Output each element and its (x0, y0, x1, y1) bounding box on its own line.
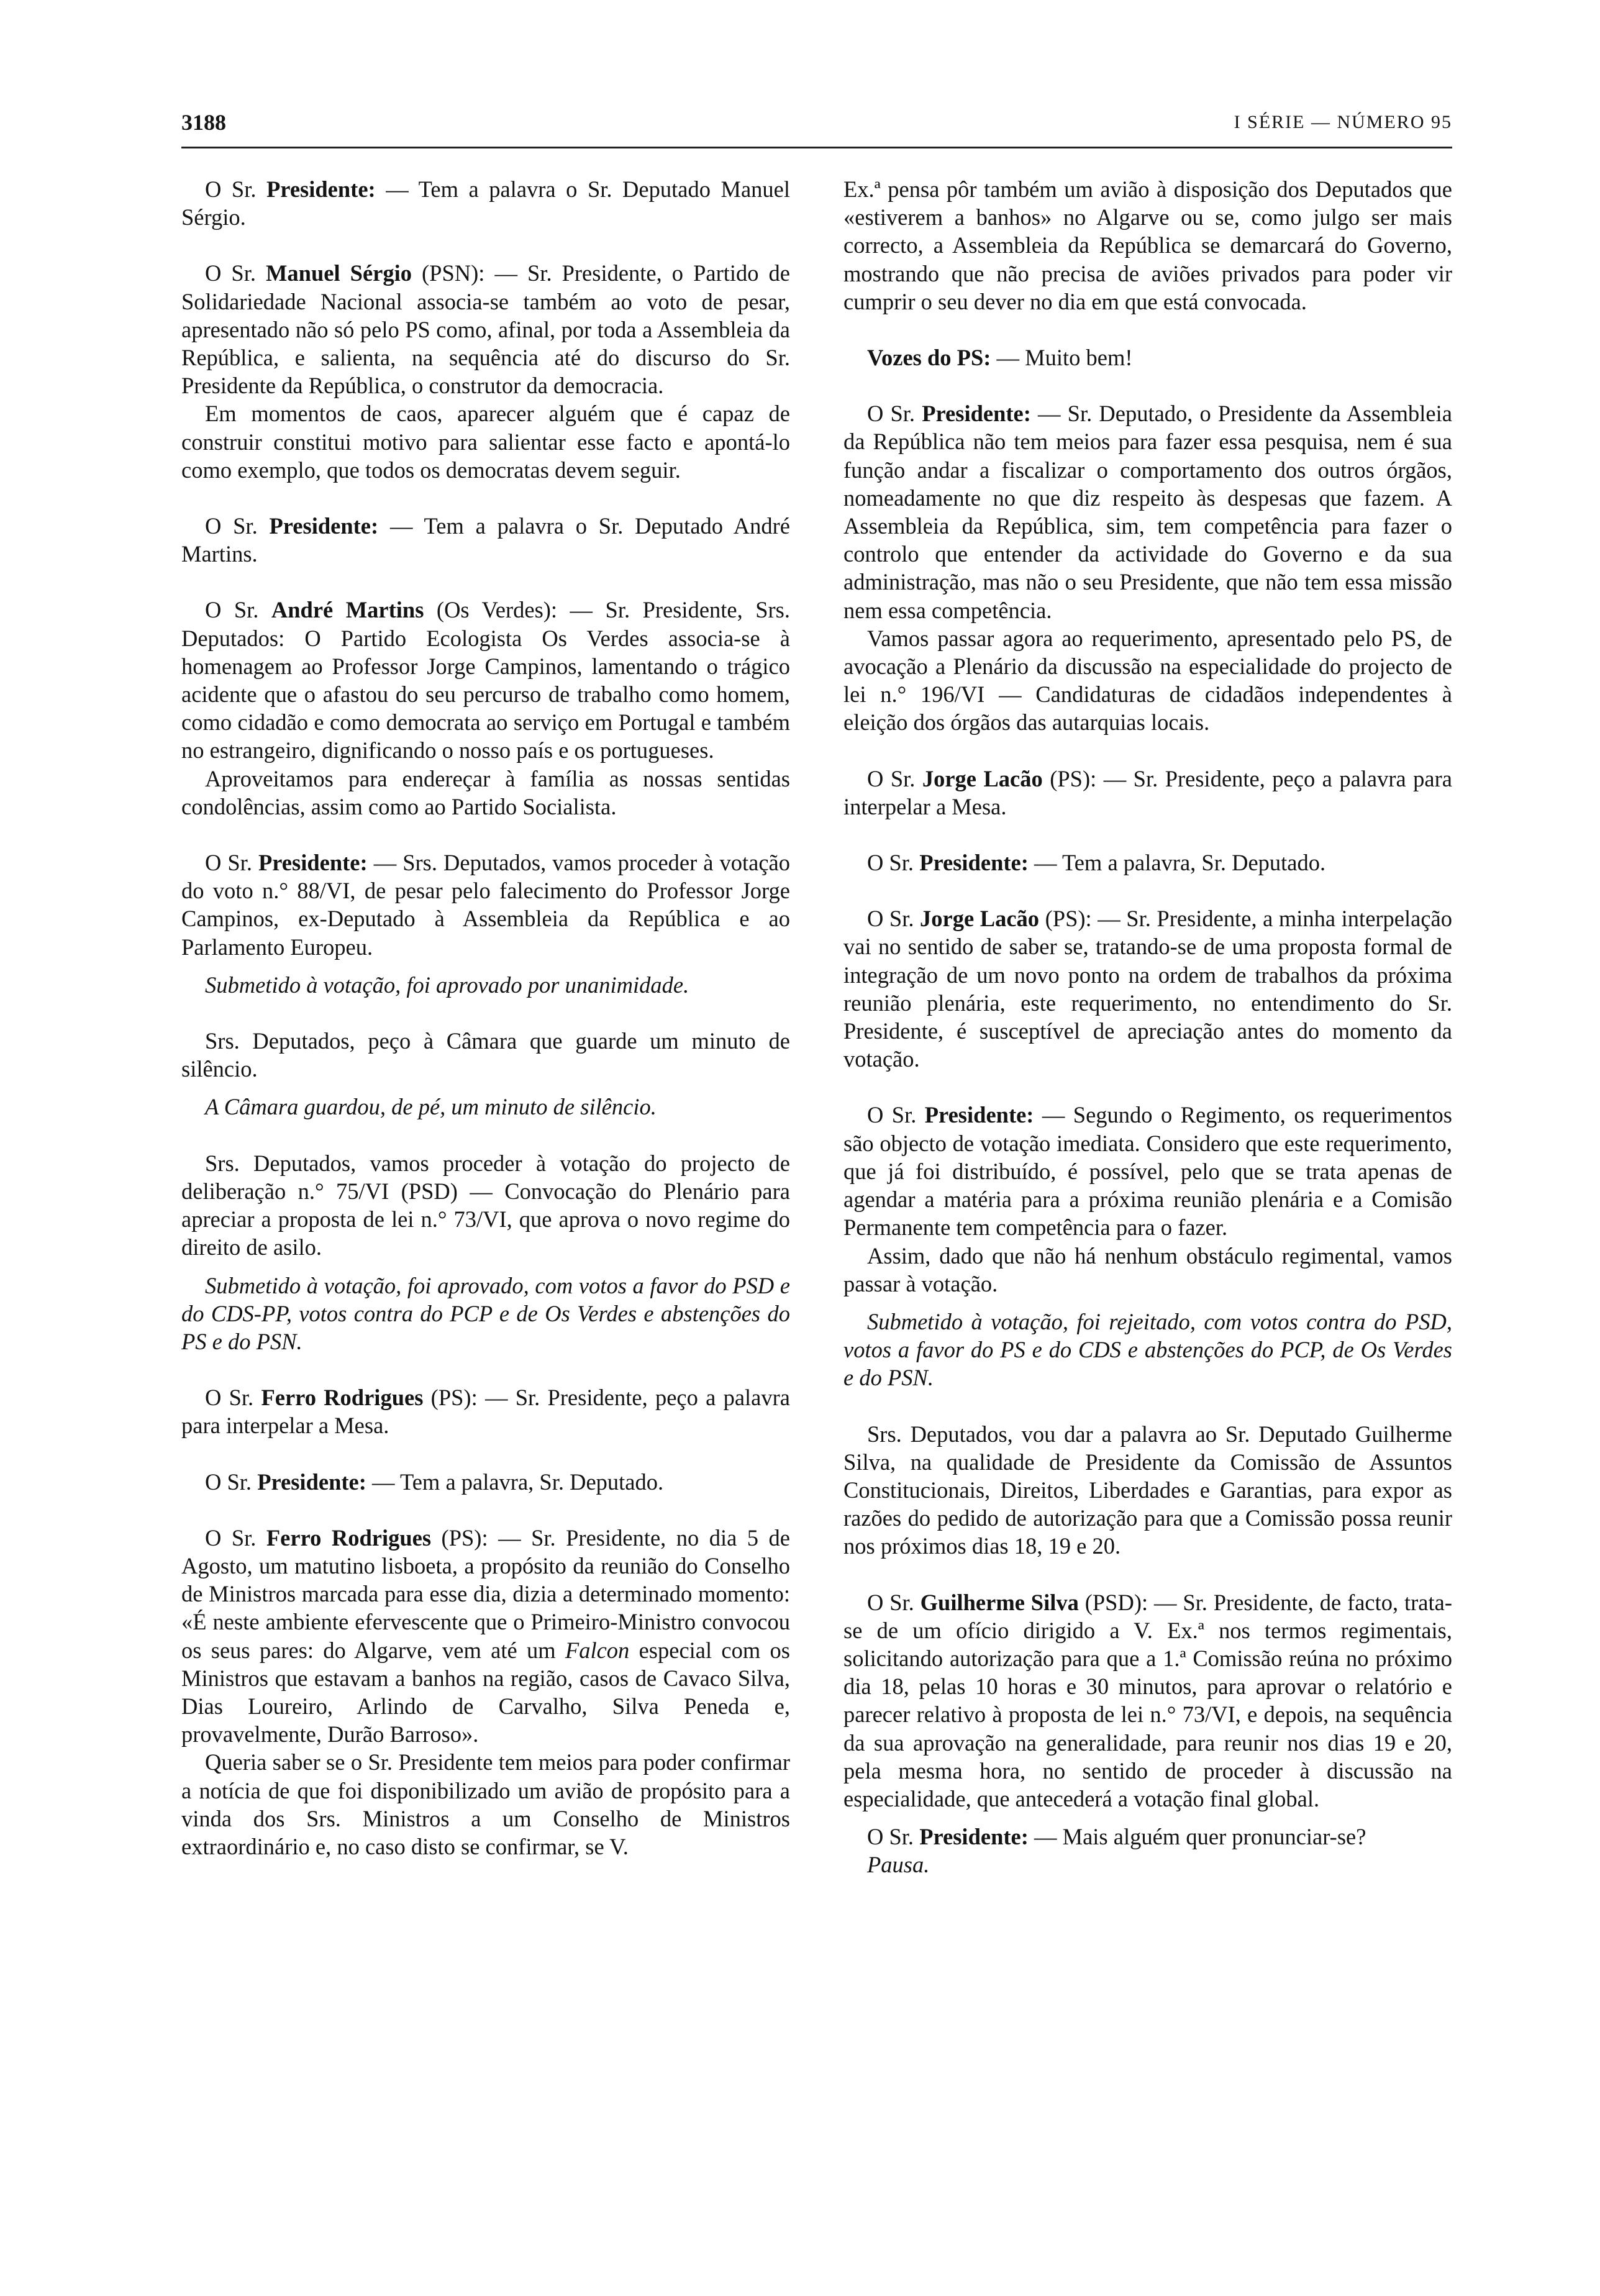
paragraph: O Sr. Presidente: — Tem a palavra o Sr. Deputado Manuel Sérgio. (181, 176, 790, 230)
speaker-name: Vozes do PS: (867, 345, 991, 371)
vote-result: Submetido à votação, foi aprovado por unanimidade. (205, 972, 689, 998)
speaker-name: Presidente: (266, 176, 376, 202)
paragraph: Srs. Deputados, peço à Câmara que guarde um minuto de silêncio. (181, 1028, 790, 1082)
paragraph: O Sr. Presidente: — Segundo o Regimento, os requerimentos são objecto de votação imediata. Considero que este requerimento, que já foi distribuído, é possível, pelo que se trata apenas de agendar a matéria para a próxima reunião plenária e a Comisão Permanente tem competência para o fazer. (843, 1102, 1452, 1241)
page-header (181, 109, 1452, 148)
page-number: 3188 (181, 110, 226, 135)
speaker-name: Jorge Lacão (922, 765, 1043, 791)
paragraph: O Sr. Presidente: — Tem a palavra o Sr. Deputado André Martins. (181, 513, 790, 567)
paragraph: Aproveitamos para endereçar à família as nossas sentidas condolências, assim como ao Partido Socialista. (181, 765, 790, 819)
speaker-name: Ferro Rodrigues (261, 1385, 424, 1411)
vote-result: Submetido à votação, foi rejeitado, com votos contra do PSD, votos a favor do PS e do CDS e abstenções do PCP, de Os Verdes e do PSN. (843, 1308, 1452, 1391)
stage-note: A Câmara guardou, de pé, um minuto de silêncio. (205, 1094, 657, 1120)
paragraph: Srs. Deputados, vou dar a palavra ao Sr. Deputado Guilherme Silva, na qualidade de Presidente da Comissão de Assuntos Constitucionais, Direitos, Liberdades e Garantias, para expor as razões do pedido de autorização para que a Comissão possa reunir nos próximos dias 18, 19 e 20. (843, 1421, 1452, 1559)
stage-note: Pausa. (867, 1852, 930, 1878)
left-column (181, 175, 790, 1861)
paragraph: O Sr. Presidente: — Srs. Deputados, vamos proceder à votação do voto n.° 88/VI, de pesar pelo falecimento do Professor Jorge Campinos, ex-Deputado à Assembleia da República e ao Parlamento Europeu. (181, 850, 790, 960)
speaker-name: André Martins (271, 597, 424, 623)
speaker-name: Manuel Sérgio (265, 260, 412, 286)
paragraph: O Sr. Jorge Lacão (PS): — Sr. Presidente, peço a palavra para interpelar a Mesa. (843, 765, 1452, 819)
speaker-name: Presidente: (924, 1102, 1034, 1128)
speaker-name: Jorge Lacão (920, 906, 1040, 932)
paragraph: O Sr. Presidente: — Mais alguém quer pronunciar-se? (867, 1824, 1366, 1850)
paragraph: Ex.ª pensa pôr também um avião à disposição dos Deputados que «estiverem a banhos» no Algarve ou se, como julgo ser mais correcto, a Assembleia da República se demarcará do Governo, mostrando que não precisa de aviões privados para poder vir cumprir o seu dever no dia em que está convocada. (843, 176, 1452, 314)
speaker-name: Presidente: (257, 1469, 366, 1495)
speaker-name: Presidente: (919, 850, 1029, 876)
paragraph: O Sr. Manuel Sérgio (PSN): — Sr. Presidente, o Partido de Solidariedade Nacional associa-se também ao voto de pesar, apresentado não só pelo PS como, afinal, por toda a Assembleia da República, e salienta, na sequência até do discurso do Sr. Presidente da República, o construtor da democracia. (181, 260, 790, 399)
paragraph: O Sr. Presidente: — Tem a palavra, Sr. Deputado. (205, 1469, 664, 1495)
paragraph: O Sr. Ferro Rodrigues (PS): — Sr. Presidente, no dia 5 de Agosto, um matutino lisboeta, a propósito da reunião do Conselho de Ministros marcada para esse dia, dizia a determinado momento: «É neste ambiente efervescente que o Primeiro-Ministro convocou os seus pares: do Algarve, vem até um Falcon especial com os Ministros que estavam a banhos na região, casos de Cavaco Silva, Dias Loureiro, Arlindo de Carvalho, Silva Peneda e, provavelmente, Durão Barroso». (181, 1524, 790, 1747)
paragraph: Assim, dado que não há nenhum obstáculo regimental, vamos passar à votação. (843, 1242, 1452, 1296)
paragraph: O Sr. Jorge Lacão (PS): — Sr. Presidente, a minha interpelação vai no sentido de saber se, tratando-se de uma proposta formal de integração de um novo ponto na ordem de trabalhos da próxima reunião plenária, este requerimento, no entendimento do Sr. Presidente, é susceptível de apreciação antes do momento da votação. (843, 906, 1453, 1072)
paragraph: O Sr. Presidente: — Tem a palavra, Sr. Deputado. (867, 850, 1326, 876)
vote-result: Submetido à votação, foi aprovado, com votos a favor do PSD e do CDS-PP, votos contra do PCP e de Os Verdes e abstenções do PS e do PSN. (181, 1272, 790, 1354)
paragraph: Em momentos de caos, aparecer alguém que é capaz de construir constitui motivo para salientar esse facto e apontá-lo como exemplo, que todos os democratas devem seguir. (181, 401, 790, 483)
paragraph: Vozes do PS: — Muito bem! (867, 345, 1133, 371)
paragraph: O Sr. Presidente: — Sr. Deputado, o Presidente da Assembleia da República não tem meios para fazer essa pesquisa, nem é sua função andar a fiscalizar o comportamento dos outros órgãos, nomeadamente no que diz respeito às despesas que fazem. A Assembleia da República, sim, tem competência para fazer o controlo que entender da actividade do Governo e da sua administração, mas não o seu Presidente, que não tem essa missão nem essa competência. (843, 401, 1452, 623)
paragraph: Queria saber se o Sr. Presidente tem meios para poder confirmar a notícia de que foi disponibilizado um avião de propósito para a vinda dos Srs. Ministros a um Conselho de Ministros extraordinário e, no caso disto se confirmar, se V. (181, 1749, 790, 1859)
speaker-name: Presidente: (258, 850, 368, 876)
paragraph: O Sr. André Martins (Os Verdes): — Sr. Presidente, Srs. Deputados: O Partido Ecologista Os Verdes associa-se à homenagem ao Professor Jorge Campinos, lamentando o trágico acidente que o afastou do seu percurso de trabalho como homem, como cidadão e como democrata ao serviço em Portugal e também no estrangeiro, dignificando o nosso país e os portugueses. (181, 597, 790, 763)
paragraph: O Sr. Ferro Rodrigues (PS): — Sr. Presidente, peço a palavra para interpelar a Mesa. (181, 1385, 790, 1439)
speaker-name: Guilherme Silva (920, 1589, 1079, 1615)
paragraph: O Sr. Guilherme Silva (PSD): — Sr. Presidente, de facto, trata-se de um ofício dirigido a V. Ex.ª nos termos regimentais, solicitando autorização para que a 1.ª Comissão reúna no próximo dia 18, pelas 10 horas e 30 minutos, para aprovar o relatório e parecer relativo à proposta de lei n.° 73/VI, e depois, na sequência da sua aprovação na generalidade, para reunir nos dias 19 e 20, pela mesma hora, no sentido de proceder à discussão na especialidade, que antecederá a votação final global. (843, 1589, 1452, 1811)
paragraph: Vamos passar agora ao requerimento, apresentado pelo PS, de avocação a Plenário da discussão na especialidade do projecto de lei n.° 196/VI — Candidaturas de cidadãos independentes à eleição dos órgãos das autarquias locais. (843, 625, 1452, 736)
speaker-name: Presidente: (919, 1824, 1029, 1850)
paragraph: Srs. Deputados, vamos proceder à votação do projecto de deliberação n.° 75/VI (PSD) — Convocação do Plenário para apreciar a proposta de lei n.° 73/VI, que aprova o novo regime do direito de asilo. (181, 1150, 790, 1260)
series-title: I SÉRIE — NÚMERO 95 (1234, 112, 1452, 132)
speaker-name: Presidente: (922, 401, 1031, 427)
speaker-name: Presidente: (269, 513, 379, 539)
speaker-name: Ferro Rodrigues (266, 1524, 432, 1551)
right-column (843, 175, 1452, 1879)
